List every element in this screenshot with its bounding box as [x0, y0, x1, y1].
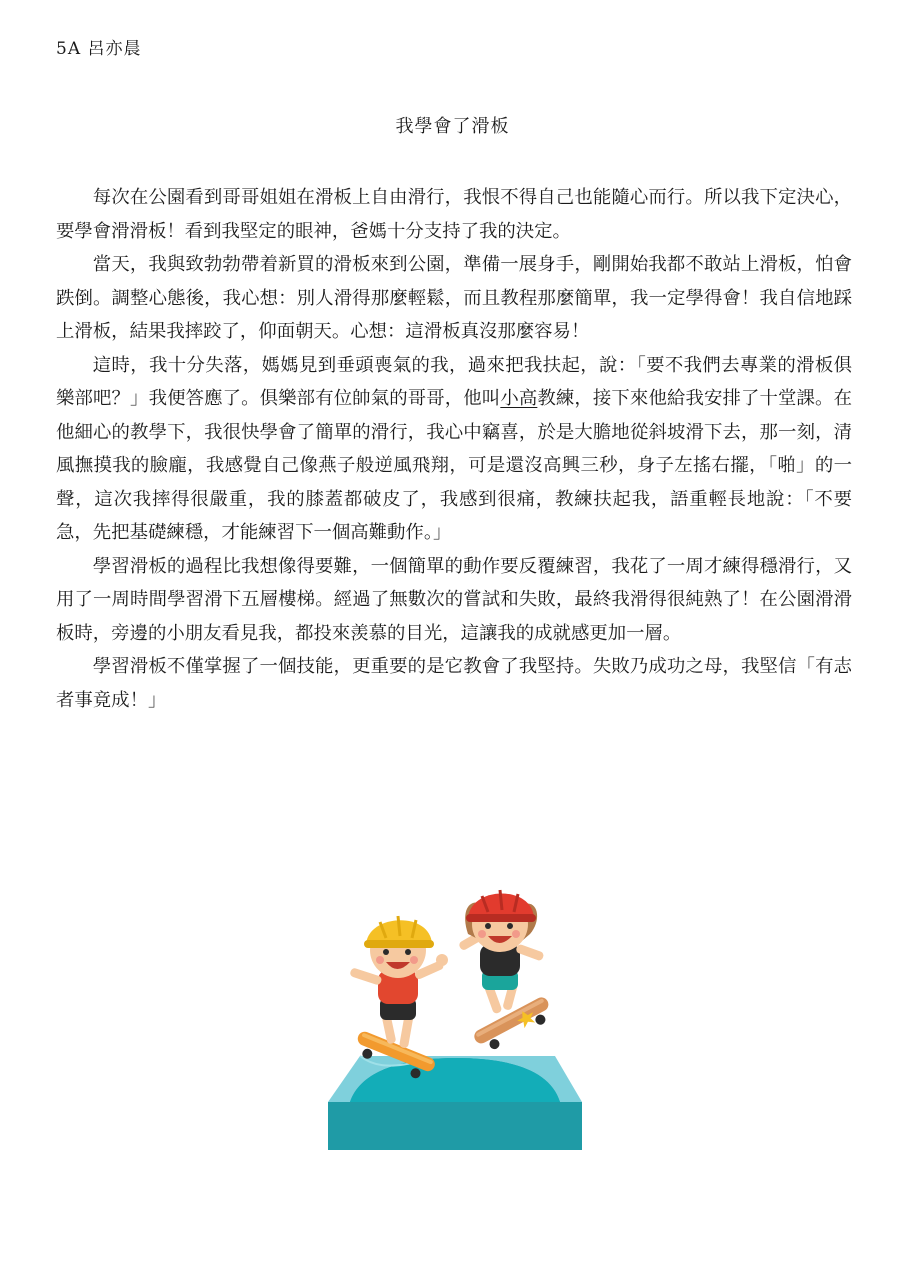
author-line: 5A 呂亦晨	[56, 39, 142, 59]
paragraph-2	[56, 248, 852, 349]
paragraph-5	[56, 650, 852, 717]
paragraph-text: 當天，我與致勃勃帶着新買的滑板來到公園，準備一展身手，剛開始我都不敢站上滑板，怕會跌倒。調整心態後，我心想：別人滑得那麼輕鬆，而且教程那麼簡單，我一定學得會！我自信地踩上滑板，結果我摔跤了，仰面朝天。心想：這滑板真沒那麼容易！	[56, 254, 852, 342]
paragraph-text: 這時，我十分失落，媽媽見到垂頭喪氣的我，過來把我扶起，說：「要不我們去專業的滑板俱樂部吧？」我便答應了。俱樂部有位帥氣的哥哥，他叫	[56, 354, 852, 409]
paragraph-text: 學習滑板不僅掌握了一個技能，更重要的是它教會了我堅持。失敗乃成功之母，我堅信「有志者事竟成！」	[56, 656, 852, 711]
paragraph-text: 每次在公園看到哥哥姐姐在滑板上自由滑行，我恨不得自己也能隨心而行。所以我下定決心，要學會滑滑板！看到我堅定的眼神，爸媽十分支持了我的決定。	[56, 187, 852, 242]
paragraph-text: 學習滑板的過程比我想像得要難，一個簡單的動作要反覆練習，我花了一周才練得穩滑行，又用了一周時間學習滑下五層樓梯。經過了無數次的嘗試和失敗，最終我滑得很純熟了！在公園滑滑板時，旁邊的小朋友看見我，都投來羡慕的目光，這讓我的成就感更加一層。	[56, 555, 852, 644]
essay-title: 我學會了滑板	[395, 116, 510, 137]
paragraph-3	[56, 349, 852, 550]
ramp	[328, 1056, 582, 1150]
paragraph-4	[56, 550, 852, 651]
kids-skateboarding-illustration	[320, 880, 590, 1155]
paragraph-text: 教練，接下來他給我安排了十堂課。在他細心的教學下，我很快學會了簡單的滑行，我心中竊喜，於是大膽地從斜坡滑下去，那一刻，清風撫摸我的臉龐，我感覺自己像燕子般逆風飛翔，可是還沒高興三秒，身子左搖右擺，「啪」的一聲，這次我摔得很嚴重，我的膝蓋都破皮了，我感到很痛，教練扶起我，語重輕長地說：「不要急，先把基礎練穩，才能練習下一個高難動作。」	[56, 388, 852, 543]
coach-name: 小高	[500, 388, 538, 409]
paragraph-1	[56, 181, 852, 248]
girl-skater	[458, 890, 556, 1056]
essay-body	[56, 181, 852, 717]
